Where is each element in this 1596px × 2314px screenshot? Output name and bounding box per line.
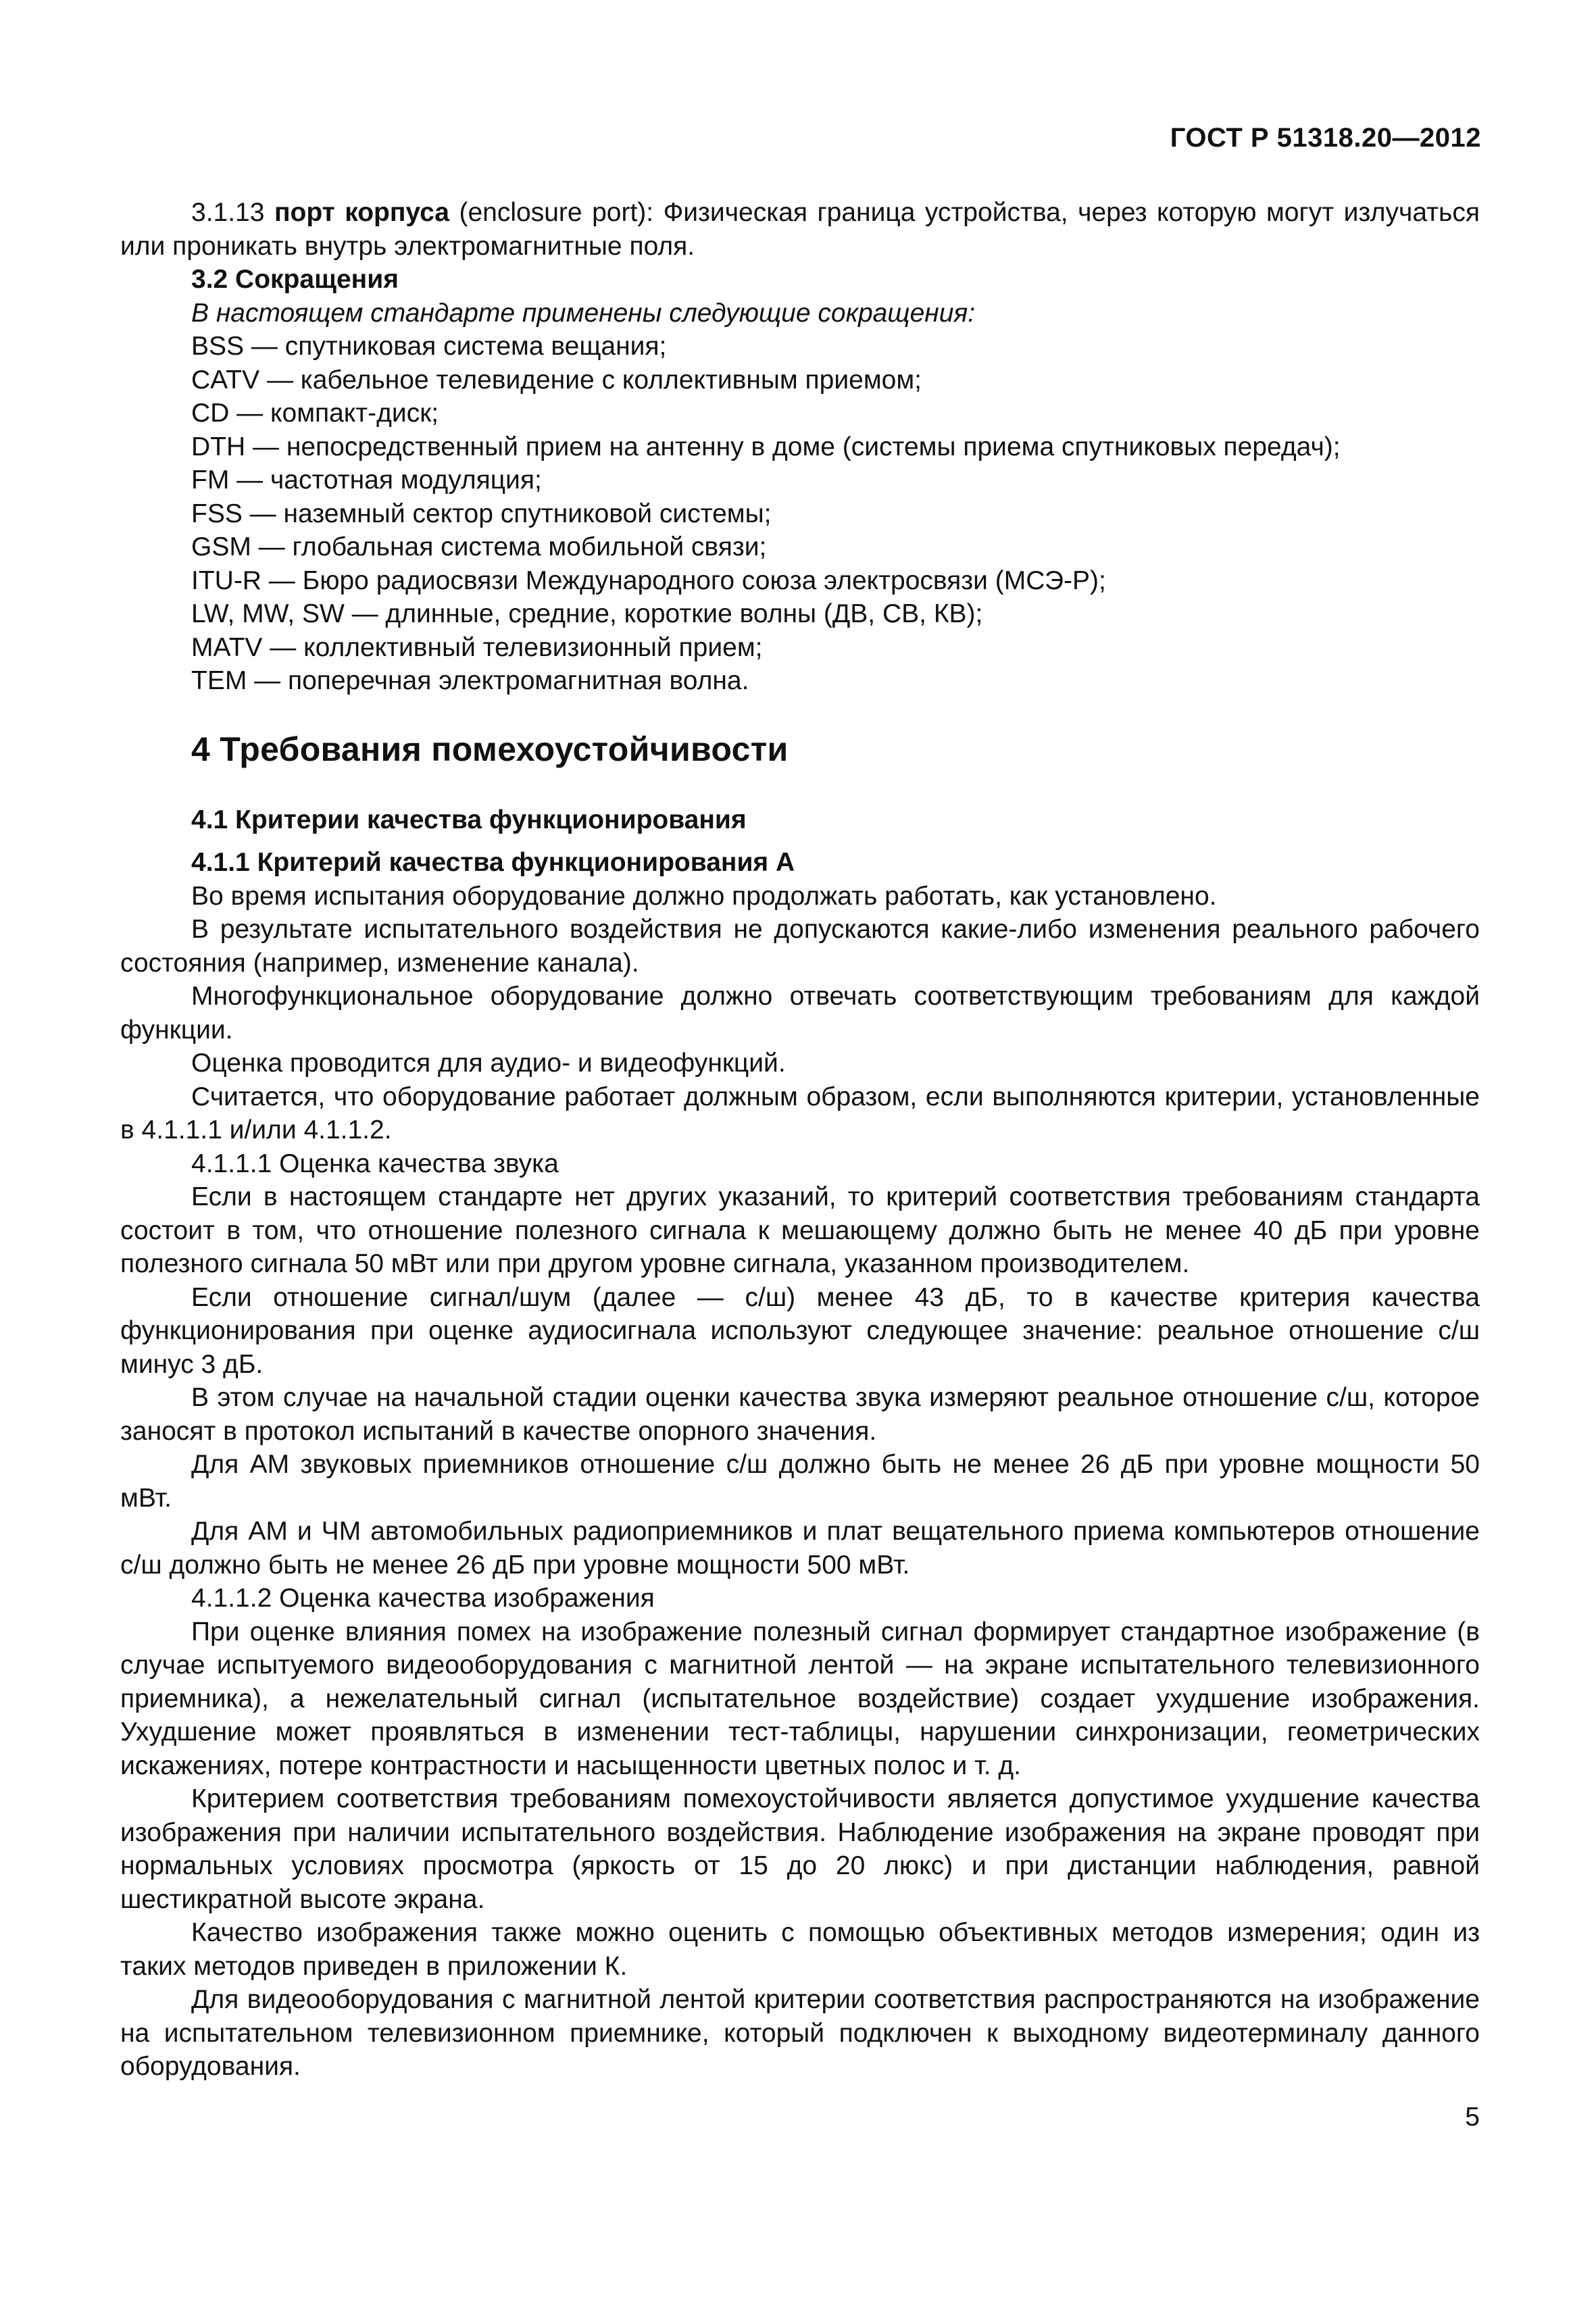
paragraph: В этом случае на начальной стадии оценки качества звука измеряют реальное отношение с/ш, которое заносят в протокол испытаний в качестве опорного значения.: [120, 1383, 1480, 1446]
paragraph: Для АМ звуковых приемников отношение с/ш должно быть не менее 26 дБ при уровне мощности 50 мВт.: [120, 1450, 1480, 1513]
section-4-1-1-heading: 4.1.1 Критерий качества функционирования А: [191, 848, 795, 877]
section-4-1-1-1-heading: 4.1.1.1 Оценка качества звука: [191, 1149, 559, 1178]
list-item: CD — компакт-диск;: [191, 399, 439, 428]
list-item: DTH — непосредственный прием на антенну в доме (системы приема спутниковых передач);: [191, 432, 1341, 461]
paragraph: Если отношение сигнал/шум (далее — с/ш) менее 43 дБ, то в качестве критерия качества функционирования при оценке аудиосигнала используют следующее значение: реальное отношение с/ш минус 3 дБ.: [120, 1282, 1480, 1379]
definition-number: 3.1.13: [191, 198, 265, 227]
paragraph: Многофункциональное оборудование должно отвечать соответствующим требованиям для каждой функции.: [120, 982, 1480, 1045]
list-item: BSS — спутниковая система вещания;: [191, 332, 667, 361]
list-item: LW, MW, SW — длинные, средние, короткие волны (ДВ, СВ, КВ);: [191, 599, 983, 628]
paragraph: Оценка проводится для аудио- и видеофункций.: [191, 1049, 786, 1078]
list-item: GSM — глобальная система мобильной связи;: [191, 532, 767, 561]
paragraph: Качество изображения также можно оценить с помощью объективных методов измерения; один из таких методов приведен в приложении К.: [120, 1918, 1480, 1981]
paragraph: В результате испытательного воздействия не допускаются какие-либо изменения реального рабочего состояния (например, изменение канала).: [120, 915, 1480, 978]
section-4-1-heading: 4.1 Критерии качества функционирования: [191, 805, 747, 834]
section-3-2-heading: 3.2 Сокращения: [191, 265, 399, 294]
definition-term: порт корпуса: [274, 198, 449, 227]
list-item: ITU-R — Бюро радиосвязи Международного союза электросвязи (МСЭ-Р);: [191, 565, 1106, 595]
list-item: FSS — наземный сектор спутниковой системы;: [191, 499, 772, 528]
abbreviations-list: [120, 330, 1480, 698]
definition-3-1-13: [120, 196, 1480, 263]
paragraph: Во время испытания оборудование должно продолжать работать, как установлено.: [191, 881, 1217, 911]
section-4-heading: 4 Требования помехоустойчивости: [191, 730, 789, 768]
paragraph: Для видеооборудования с магнитной лентой критерии соответствия распространяются на изображение на испытательном телевизионном приемнике, который подключен к выходному видеотерминалу данного оборудования.: [120, 1985, 1480, 2081]
definition-text: : Физическая граница устройства, через которую могут излучаться или проникать внутрь электромагнитные поля.: [120, 198, 1480, 261]
paragraph: Для АМ и ЧМ автомобильных радиоприемников и плат вещательного приема компьютеров отношение с/ш должно быть не менее 26 дБ при уровне мощности 500 мВт.: [120, 1517, 1480, 1580]
list-item: TEM — поперечная электромагнитная волна.: [191, 666, 749, 695]
paragraph: Критерием соответствия требованиям помехоустойчивости является допустимое ухудшение качества изображения при наличии испытательного воздействия. Наблюдение изображения на экране проводят при нормальных условиях просмотра (яркость от 15 до 20 люкс) и при дистанции наблюдения, равной шестикратной высоте экрана.: [120, 1784, 1480, 1914]
list-item: CATV — кабельное телевидение с коллективным приемом;: [191, 365, 922, 395]
definition-english: (enclosure port): [459, 198, 647, 227]
document-code: ГОСТ Р 51318.20—2012: [1170, 123, 1481, 153]
section-4-1-1-2-heading: 4.1.1.2 Оценка качества изображения: [191, 1584, 655, 1613]
paragraph: Считается, что оборудование работает должным образом, если выполняются критерии, установленные в 4.1.1.1 и/или 4.1.1.2.: [120, 1082, 1480, 1145]
paragraph: При оценке влияния помех на изображение полезный сигнал формирует стандартное изображение (в случае испытуемого видеооборудования с магнитной лентой — на экране испытательного телевизионного приемника), а нежелательный сигнал (испытательное воздействие) создает ухудшение изображения. Ухудшение может проявляться в изменении тест-таблицы, нарушении синхронизации, геометрических искажениях, потере контрастности и насыщенности цветных полос и т. д.: [120, 1617, 1480, 1780]
page-content: [120, 196, 1480, 2084]
page-number: 5: [1465, 2103, 1480, 2132]
list-item: MATV — коллективный телевизионный прием;: [191, 632, 763, 662]
list-item: FM — частотная модуляция;: [191, 466, 542, 495]
paragraph: Если в настоящем стандарте нет других указаний, то критерий соответствия требованиям стандарта состоит в том, что отношение полезного сигнала к мешающему должно быть не менее 40 дБ при уровне полезного сигнала 50 мВт или при другом уровне сигнала, указанном производителем.: [120, 1182, 1480, 1278]
abbreviations-intro: В настоящем стандарте применены следующие сокращения:: [191, 298, 976, 328]
